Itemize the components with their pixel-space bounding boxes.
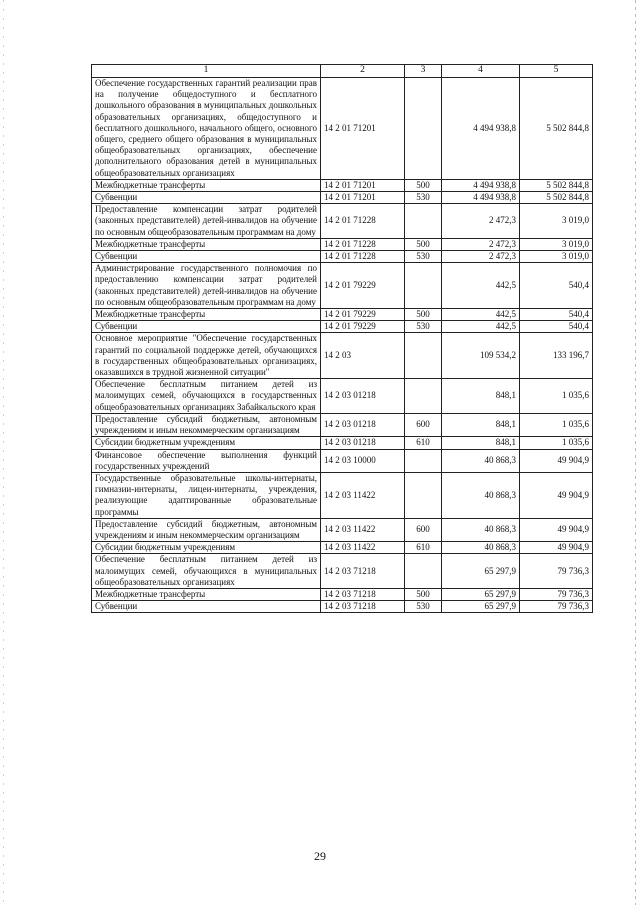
row-expense-type	[405, 78, 442, 180]
table-row	[92, 601, 593, 613]
scan-edge-right	[635, 0, 636, 905]
header-col-5: 5	[520, 65, 593, 78]
row-amount-1: 848,1	[442, 437, 520, 449]
row-amount-2: 540,4	[520, 321, 593, 333]
row-amount-2: 540,4	[520, 309, 593, 321]
table-row	[92, 413, 593, 436]
row-description: Предоставление субсидий бюджетным, автономным учреждениям и иным некоммерческим организациям	[92, 413, 321, 436]
row-description: Субвенции	[92, 192, 321, 204]
row-expense-type: 530	[405, 192, 442, 204]
row-code: 14 2 03 01218	[321, 379, 405, 414]
row-amount-1: 2 472,3	[442, 251, 520, 263]
row-expense-type	[405, 263, 442, 309]
row-description: Обеспечение бесплатным питанием детей из малоимущих семей, обучающихся в государственных общеобразовательных организациях Забайкальского края	[92, 379, 321, 414]
row-expense-type: 600	[405, 518, 442, 541]
row-amount-1: 4 494 938,8	[442, 78, 520, 180]
row-code: 14 2 01 71201	[321, 78, 405, 180]
row-description: Межбюджетные трансферты	[92, 588, 321, 600]
header-col-4: 4	[442, 65, 520, 78]
row-expense-type: 530	[405, 251, 442, 263]
row-description: Обеспечение государственных гарантий реализации прав на получение общедоступного и бесплатного дошкольного образования в муниципальных дошкольных образовательных организациях, общедоступного и бесплатного дошкольного, начального общего, основного общего, среднего общего образования в муниципальных общеобразовательных организациях, обеспечение дополнительного образования детей в муниципальных общеобразовательных организациях	[92, 78, 321, 180]
row-description: Межбюджетные трансферты	[92, 238, 321, 250]
table-row	[92, 542, 593, 554]
row-description: Межбюджетные трансферты	[92, 179, 321, 191]
row-amount-1: 40 868,3	[442, 472, 520, 518]
row-code: 14 2 01 71228	[321, 251, 405, 263]
row-amount-1: 4 494 938,8	[442, 179, 520, 191]
table-row	[92, 518, 593, 541]
row-amount-1: 40 868,3	[442, 449, 520, 472]
row-expense-type: 500	[405, 179, 442, 191]
table-row	[92, 333, 593, 379]
row-amount-1: 442,5	[442, 321, 520, 333]
row-expense-type: 530	[405, 321, 442, 333]
header-row	[92, 65, 593, 78]
row-expense-type: 600	[405, 413, 442, 436]
row-amount-1: 40 868,3	[442, 542, 520, 554]
row-expense-type: 500	[405, 238, 442, 250]
table-row	[92, 179, 593, 191]
row-description: Обеспечение бесплатным питанием детей из малоимущих семей, обучающихся в муниципальных общеобразовательных организациях	[92, 554, 321, 589]
row-amount-1: 2 472,3	[442, 238, 520, 250]
row-code: 14 2 01 71228	[321, 238, 405, 250]
header-col-2: 2	[321, 65, 405, 78]
row-amount-1: 848,1	[442, 413, 520, 436]
table-row	[92, 263, 593, 309]
row-amount-2: 1 035,6	[520, 437, 593, 449]
row-amount-1: 2 472,3	[442, 204, 520, 239]
budget-table	[91, 64, 593, 613]
row-code: 14 2 01 79229	[321, 321, 405, 333]
row-code: 14 2 03 11422	[321, 472, 405, 518]
row-expense-type	[405, 204, 442, 239]
row-amount-2: 79 736,3	[520, 588, 593, 600]
table-row	[92, 321, 593, 333]
table-row	[92, 472, 593, 518]
row-expense-type	[405, 333, 442, 379]
row-code: 14 2 01 71228	[321, 204, 405, 239]
table-row	[92, 204, 593, 239]
row-description: Субвенции	[92, 321, 321, 333]
row-description: Предоставление субсидий бюджетным, автономным учреждениям и иным некоммерческим организациям	[92, 518, 321, 541]
row-amount-2: 79 736,3	[520, 554, 593, 589]
row-description: Межбюджетные трансферты	[92, 309, 321, 321]
row-description: Субсидии бюджетным учреждениям	[92, 437, 321, 449]
header-col-1: 1	[92, 65, 321, 78]
row-expense-type: 530	[405, 601, 442, 613]
row-amount-2: 49 904,9	[520, 518, 593, 541]
row-code: 14 2 03	[321, 333, 405, 379]
row-expense-type	[405, 472, 442, 518]
row-code: 14 2 03 71218	[321, 601, 405, 613]
row-amount-2: 3 019,0	[520, 238, 593, 250]
row-amount-2: 3 019,0	[520, 251, 593, 263]
page-number: 29	[314, 849, 326, 863]
row-amount-2: 5 502 844,8	[520, 192, 593, 204]
row-amount-1: 40 868,3	[442, 518, 520, 541]
row-description: Администрирование государственного полномочия по предоставлению компенсации затрат родителей (законных представителей) детей-инвалидов на обучение по основным общеобразовательным программам на дому	[92, 263, 321, 309]
row-amount-2: 133 196,7	[520, 333, 593, 379]
row-amount-1: 65 297,9	[442, 601, 520, 613]
row-code: 14 2 03 01218	[321, 413, 405, 436]
table-row	[92, 554, 593, 589]
row-amount-2: 49 904,9	[520, 472, 593, 518]
row-amount-1: 4 494 938,8	[442, 192, 520, 204]
row-amount-1: 442,5	[442, 263, 520, 309]
row-amount-1: 109 534,2	[442, 333, 520, 379]
row-code: 14 2 01 79229	[321, 263, 405, 309]
row-code: 14 2 03 01218	[321, 437, 405, 449]
header-col-3: 3	[405, 65, 442, 78]
row-expense-type	[405, 379, 442, 414]
row-expense-type: 500	[405, 588, 442, 600]
row-amount-2: 540,4	[520, 263, 593, 309]
row-code: 14 2 03 71218	[321, 588, 405, 600]
row-amount-1: 65 297,9	[442, 554, 520, 589]
row-amount-2: 1 035,6	[520, 413, 593, 436]
row-expense-type: 610	[405, 542, 442, 554]
row-amount-2: 3 019,0	[520, 204, 593, 239]
row-expense-type	[405, 554, 442, 589]
row-description: Субсидии бюджетным учреждениям	[92, 542, 321, 554]
row-amount-2: 49 904,9	[520, 449, 593, 472]
row-amount-2: 5 502 844,8	[520, 78, 593, 180]
scan-edge-left	[3, 0, 4, 905]
table-row	[92, 379, 593, 414]
table-row	[92, 588, 593, 600]
row-code: 14 2 01 79229	[321, 309, 405, 321]
row-expense-type: 610	[405, 437, 442, 449]
row-code: 14 2 03 10000	[321, 449, 405, 472]
table-row	[92, 449, 593, 472]
row-amount-2: 79 736,3	[520, 601, 593, 613]
row-amount-2: 5 502 844,8	[520, 179, 593, 191]
row-code: 14 2 03 11422	[321, 518, 405, 541]
row-amount-1: 442,5	[442, 309, 520, 321]
row-amount-1: 65 297,9	[442, 588, 520, 600]
row-expense-type: 500	[405, 309, 442, 321]
row-description: Субвенции	[92, 601, 321, 613]
row-amount-2: 1 035,6	[520, 379, 593, 414]
row-description: Субвенции	[92, 251, 321, 263]
row-description: Основное мероприятие "Обеспечение государственных гарантий по социальной поддержке детей, обучающихся в государственных общеобразовательных организациях, оказавшихся в трудной жизненной ситуации"	[92, 333, 321, 379]
table-row	[92, 192, 593, 204]
table-row	[92, 437, 593, 449]
row-expense-type	[405, 449, 442, 472]
table-row	[92, 309, 593, 321]
row-amount-1: 848,1	[442, 379, 520, 414]
table-row	[92, 238, 593, 250]
row-amount-2: 49 904,9	[520, 542, 593, 554]
row-code: 14 2 01 71201	[321, 192, 405, 204]
row-description: Государственные образовательные школы-интернаты, гимназии-интернаты, лицеи-интернаты, учреждения, реализующие адаптированные образовательные программы	[92, 472, 321, 518]
row-description: Предоставление компенсации затрат родителей (законных представителей) детей-инвалидов на обучение по основным общеобразовательным программам на дому	[92, 204, 321, 239]
row-code: 14 2 03 71218	[321, 554, 405, 589]
row-description: Финансовое обеспечение выполнения функций государственных учреждений	[92, 449, 321, 472]
table-row	[92, 78, 593, 180]
row-code: 14 2 03 11422	[321, 542, 405, 554]
table-row	[92, 251, 593, 263]
row-code: 14 2 01 71201	[321, 179, 405, 191]
